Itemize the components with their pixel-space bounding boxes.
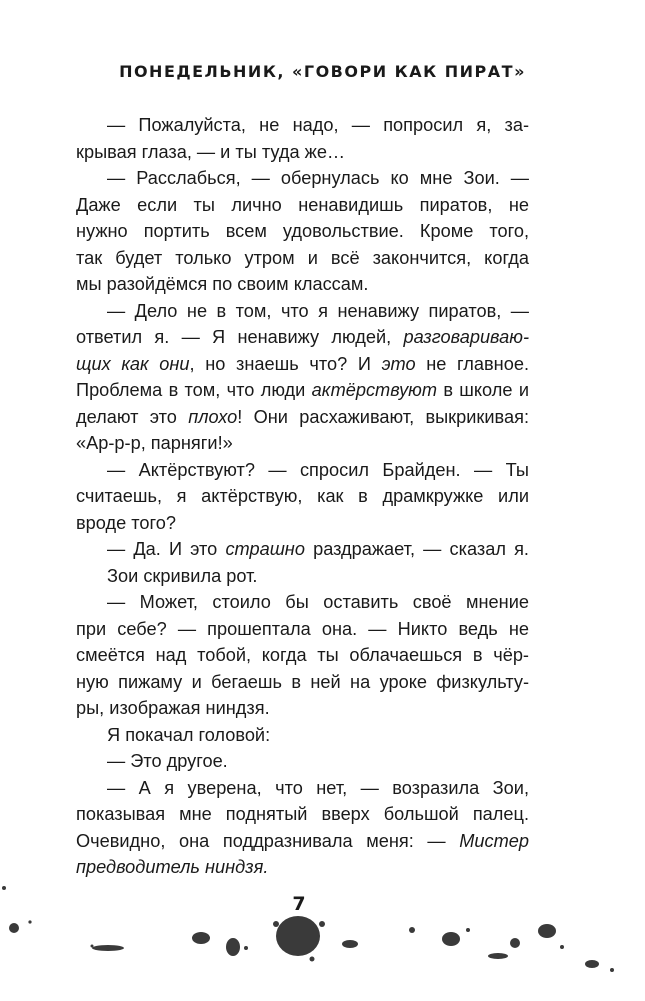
- text-line: вроде того?: [76, 512, 176, 533]
- ink-drop: [342, 940, 358, 948]
- text-line: предводитель ниндзя.: [76, 857, 269, 877]
- text-line: Я покачал головой:: [107, 724, 271, 745]
- ink-drop: [610, 968, 614, 972]
- text-line: ры, изображая ниндзя.: [76, 698, 270, 718]
- text-line: ответил я. — Я ненавижу людей, разговариваю-: [76, 327, 529, 347]
- ink-drop: [28, 920, 31, 923]
- ink-drop: [510, 938, 520, 948]
- text-line: Проблема в том, что люди актёрствуют в школе и: [76, 380, 529, 400]
- ink-drop: [585, 960, 599, 968]
- text-line: показывая мне поднятый вверх большой палец.: [76, 804, 529, 824]
- text-line: ную пижаму и бегаешь в ней на уроке физкульту-: [76, 671, 529, 692]
- text-line: мы разойдёмся по своим классам.: [76, 274, 369, 294]
- ink-drop: [226, 938, 240, 956]
- ink-drop: [2, 886, 6, 890]
- text-line: — А я уверена, что нет, — возразила Зои,: [107, 777, 529, 798]
- ink-drop: [488, 953, 508, 959]
- text-line: щих как они, но знаешь что? И это не главное.: [76, 353, 530, 374]
- ink-drop: [310, 957, 315, 962]
- text-line: — Актёрствуют? — спросил Брайден. — Ты: [107, 459, 529, 480]
- text-line: Зои скривила рот.: [107, 565, 258, 586]
- ink-drop: [192, 932, 210, 944]
- text-line: так будет только утром и всё закончится, когда: [76, 247, 529, 268]
- ink-drop: [560, 945, 564, 949]
- ink-drop: [319, 921, 325, 927]
- text-line: — Расслабься, — обернулась ко мне Зои. —: [107, 168, 529, 188]
- text-line: нужно портить всем удовольствие. Кроме того,: [76, 221, 529, 241]
- text-line: Даже если ты лично ненавидишь пиратов, не: [76, 194, 529, 215]
- ink-drop: [409, 927, 415, 933]
- text-line: — Дело не в том, что я ненавижу пиратов, —: [107, 300, 529, 321]
- ink-splat-large: [276, 916, 320, 956]
- ink-drop: [9, 923, 19, 933]
- ink-drop: [538, 924, 556, 938]
- body-text: [76, 112, 529, 881]
- ink-drop: [244, 946, 248, 950]
- text-line: крывая глаза, — и ты туда же…: [76, 141, 346, 162]
- text-line: делают это плохо! Они расхаживают, выкрикивая:: [76, 406, 530, 427]
- text-line: смеётся над тобой, когда ты облачаешься в чёр-: [76, 645, 529, 665]
- ink-drop: [442, 932, 460, 946]
- text-line: при себе? — прошептала она. — Никто ведь не: [76, 618, 529, 639]
- text-line: — Да. И это страшно раздражает, — сказал я.: [107, 539, 529, 559]
- ink-drop: [273, 921, 279, 927]
- page-number: 7: [292, 893, 306, 915]
- text-line: считаешь, я актёрствую, как в драмкружке или: [76, 486, 529, 506]
- text-line: — Это другое.: [107, 751, 228, 771]
- ink-drop: [466, 928, 470, 932]
- ink-splatter-decoration: [0, 860, 645, 1001]
- text-line: — Пожалуйста, не надо, — попросил я, за-: [107, 115, 529, 135]
- text-line: — Может, стоило бы оставить своё мнение: [107, 592, 529, 612]
- text-line: «Ар-р-р, парняги!»: [76, 433, 233, 453]
- ink-drop: [91, 945, 94, 948]
- running-header: ПОНЕДЕЛЬНИК, «ГОВОРИ КАК ПИРАТ»: [119, 62, 526, 81]
- ink-drop: [92, 945, 124, 951]
- text-line: Очевидно, она поддразнивала меня: — Мистер: [76, 830, 529, 851]
